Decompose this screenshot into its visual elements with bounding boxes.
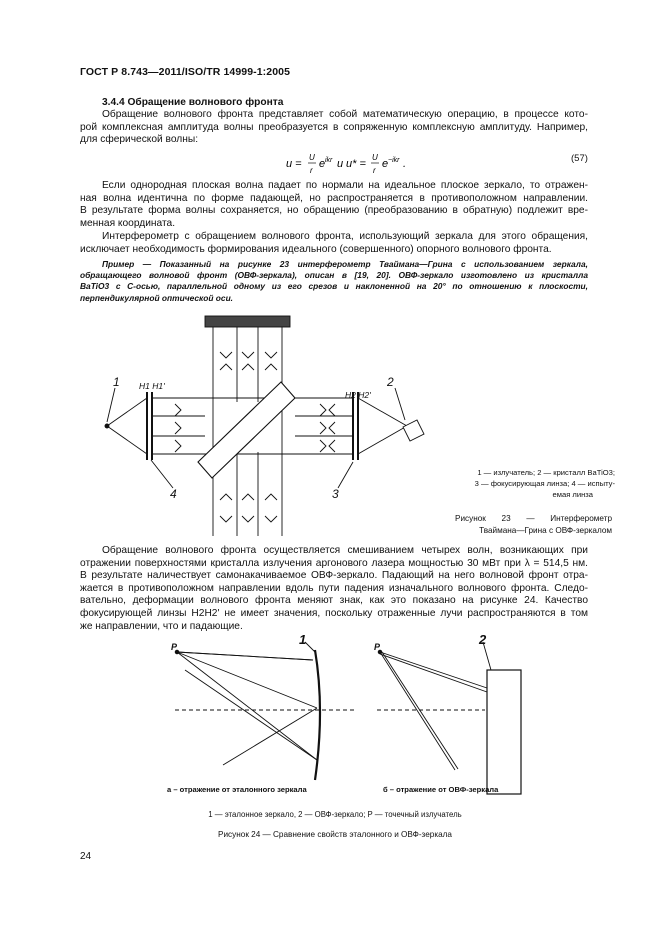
caption-line: Тваймана—Грина с ОВФ-зеркалом xyxy=(479,526,612,535)
example-block xyxy=(80,259,588,304)
page-header: ГОСТ Р 8.743—2011/ISO/TR 14999-1:2005 xyxy=(80,66,291,78)
section-title: 3.4.4 Обращение волнового фронта xyxy=(102,97,284,108)
svg-text:r: r xyxy=(373,166,376,175)
text-line: Если однородная плоская волна падает по нормали на идеальное плоское зеркало, то отражен- xyxy=(102,180,588,191)
svg-text:и: и xyxy=(337,158,344,170)
fig24-sub-b: б – отражение от ОВФ-зеркала xyxy=(383,785,499,794)
text-line: перпендикулярной оптической оси. xyxy=(80,292,234,303)
svg-text:U: U xyxy=(372,153,378,162)
formula-graphic xyxy=(286,148,426,180)
svg-text:e: e xyxy=(319,158,326,170)
text-line: Обращение волнового фронта осуществляется смешиванием четырех волн, возникающих при xyxy=(102,545,588,556)
svg-text:U: U xyxy=(309,153,315,162)
text-line: В результате наличествует самонакачиваемое ОВФ-зеркало. Падающий на него волновой фронт отра- xyxy=(80,570,588,582)
text-line: фокусирующей линзы H2H2' не имеет значения, поскольку отраженные лучи распространяются в том xyxy=(80,607,588,619)
text-line: В результате форма волны сохраняется, но обращению (преобразованию в обратную) подлежит вре- xyxy=(80,205,588,217)
svg-text:.: . xyxy=(403,158,407,170)
fig23-label-1: 1 xyxy=(113,375,120,389)
figure-23-caption xyxy=(455,513,612,537)
reference-mirror-curve xyxy=(315,650,320,780)
text-line: Обращение волнового фронта представляет собой математическую операцию, в процессе кото- xyxy=(102,109,588,120)
svg-text:u* =: u* = xyxy=(346,158,366,170)
fig24-label-1: 1 xyxy=(299,632,307,647)
caption-line: Рисунок 23 — Интерферометр xyxy=(455,514,612,523)
figure-23-legend xyxy=(447,467,615,500)
legend-line: 3 — фокусирующая линза; 4 — испыту- xyxy=(474,479,615,488)
text-line: менная координата. xyxy=(80,217,176,229)
text-line: исключает необходимость формирования идеального (совершенного) опорного волнового фронта. xyxy=(80,243,552,255)
lens-left-label: H1 H1' xyxy=(139,381,165,391)
text-line: отражении поверхностями кристалла излучения аргонового лазера мощностью 30 мВт при λ = 514,5 нм. xyxy=(80,557,588,569)
crystal xyxy=(403,420,424,441)
svg-text:r: r xyxy=(310,166,313,175)
figure-24-diagram xyxy=(165,630,555,800)
formula xyxy=(286,148,426,183)
paragraph-4 xyxy=(80,545,588,633)
point-p-b: P xyxy=(374,642,381,652)
lens-right-label: H2 H2' xyxy=(345,390,371,400)
text-line: Пример — Показанный на рисунке 23 интерферометр Тваймана—Грина с использованием зеркала, xyxy=(102,259,588,269)
fig24-sub-a: а – отражение от эталонного зеркала xyxy=(167,785,307,794)
text-line: вательно, деформации волнового фронта меняют знак, как это показано на рисунке 24. Качество xyxy=(80,595,588,607)
text-line: ная волна идентична по форме падающей, но распространяется в противоположном направлении. xyxy=(80,192,588,204)
point-p-a: P xyxy=(171,642,178,652)
legend-line: емая линза xyxy=(552,490,593,499)
figure-24-legend: 1 — эталонное зеркало, 2 — ОВФ-зеркало; P — точечный излучатель xyxy=(208,810,462,819)
fig23-label-3: 3 xyxy=(332,487,339,501)
text-line: же направлении, что и падающие. xyxy=(80,620,243,632)
svg-text:−ikr: −ikr xyxy=(388,157,400,164)
fig23-label-4: 4 xyxy=(170,487,177,501)
page-number: 24 xyxy=(80,851,92,862)
text-line: обращающего волновой фронт (ОВФ-зеркала), описан в [19, 20]. ОВФ-зеркало изготовлено из кристалла xyxy=(80,270,588,281)
paragraph-2 xyxy=(80,180,588,230)
fig24-label-2: 2 xyxy=(479,632,487,647)
figure-24-caption: Рисунок 24 — Сравнение свойств эталонного и ОВФ-зеркала xyxy=(218,830,452,839)
formula-text xyxy=(286,148,302,149)
pcm-block xyxy=(487,670,521,794)
reference-mirror xyxy=(205,316,290,327)
paragraph-3 xyxy=(80,231,588,256)
svg-text:e: e xyxy=(382,158,389,170)
paragraph-1 xyxy=(80,109,588,147)
text-line: BaTiO3 с С-осью, параллельной одному из его срезов и наклоненной на 20° по отношению к плоскости, xyxy=(80,281,588,292)
figure-23-diagram xyxy=(95,312,445,538)
legend-line: 1 — излучатель; 2 — кристалл BaTiO3; xyxy=(477,468,615,477)
formula-number: (57) xyxy=(571,153,588,164)
svg-text:u =: u = xyxy=(286,158,302,170)
text-line: рой комплексная амплитуда волны преобразуется в сопряженную комплексную амплитуду. Например, xyxy=(80,121,588,133)
text-line: для сферической волны: xyxy=(80,134,199,146)
text-line: жается в противоположном направлении вдоль пути падения изначального волнового фронта. Следо- xyxy=(80,582,588,594)
fig23-label-2: 2 xyxy=(387,375,394,389)
svg-text:ikr: ikr xyxy=(325,157,333,164)
text-line: Интерферометр с обращением волнового фронта, использующий зеркала для этого обращения, xyxy=(102,231,588,242)
